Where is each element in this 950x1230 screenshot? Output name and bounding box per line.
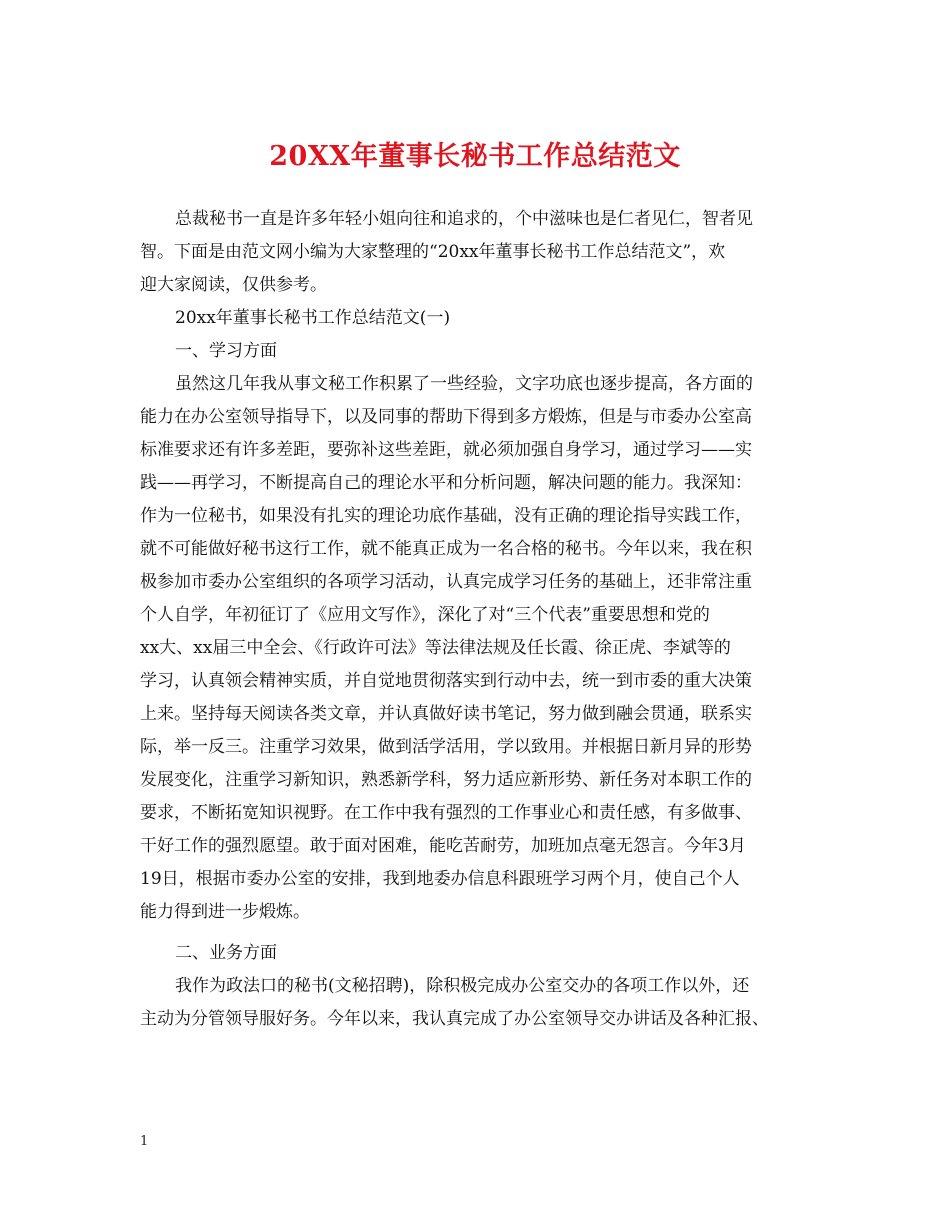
- paragraph-line: 我作为政法口的秘书(文秘招聘)，除积极完成办公室交办的各项工作以外，还: [175, 976, 750, 996]
- paragraph-line: 作为一位秘书，如果没有扎实的理论功底作基础，没有正确的理论指导实践工作，: [140, 506, 752, 526]
- paragraph-line: 干好工作的强烈愿望。敢于面对困难，能吃苦耐劳，加班加点毫无怨言。今年3月: [140, 836, 746, 856]
- paragraph-line: 学习，认真领会精神实质，并自觉地贯彻落实到行动中去，统一到市委的重大决策: [140, 671, 752, 691]
- paragraph-line: 智。下面是由范文网小编为大家整理的“20xx年董事长秘书工作总结范文”，欢: [140, 242, 726, 262]
- paragraph-line: 就不可能做好秘书这行工作，就不能真正成为一名合格的秘书。今年以来，我在积: [140, 539, 752, 559]
- paragraph-line: 标准要求还有许多差距，要弥补这些差距，就必须加强自身学习，通过学习——实: [140, 440, 752, 460]
- paragraph-line: 际，举一反三。注重学习效果，做到活学活用，学以致用。并根据日新月异的形势: [140, 737, 752, 757]
- paragraph-line: 能力在办公室领导指导下，以及同事的帮助下得到多方煅炼，但是与市委办公室高: [140, 407, 752, 427]
- paragraph-line: 总裁秘书一直是许多年轻小姐向往和追求的，个中滋味也是仁者见仁，智者见: [175, 209, 753, 229]
- paragraph-line: 迎大家阅读，仅供参考。: [140, 275, 327, 295]
- paragraph-line: 个人自学，年初征订了《应用文写作》，深化了对“三个代表”重要思想和党的: [140, 605, 710, 625]
- paragraph-line: 极参加市委办公室组织的各项学习活动，认真完成学习任务的基础上，还非常注重: [140, 572, 752, 592]
- paragraph-line: 践——再学习，不断提高自己的理论水平和分析问题，解决问题的能力。我深知：: [140, 473, 752, 493]
- paragraph-line: 上来。坚持每天阅读各类文章，并认真做好读书笔记，努力做到融会贯通，联系实: [140, 704, 752, 724]
- document-title: 20XX年董事长秘书工作总结范文: [269, 141, 681, 172]
- section-heading: 一、学习方面: [175, 341, 277, 361]
- paragraph-line: 19日，根据市委办公室的安排，我到地委办信息科跟班学习两个月，使自己个人: [140, 869, 740, 889]
- paragraph-line: 能力得到进一步煅炼。: [140, 902, 310, 922]
- document-body: [140, 203, 815, 1036]
- paragraph-line: 发展变化，注重学习新知识，熟悉新学科，努力适应新形势、新任务对本职工作的: [140, 770, 752, 790]
- paragraph-line: 主动为分管领导服好务。今年以来，我认真完成了办公室领导交办讲话及各种汇报、: [140, 1009, 769, 1029]
- page-number: 1: [140, 1134, 149, 1149]
- paragraph-line: 虽然这几年我从事文秘工作积累了一些经验，文字功底也逐步提高，各方面的: [175, 374, 753, 394]
- paragraph-line: 要求，不断拓宽知识视野。在工作中我有强烈的工作事业心和责任感，有多做事、: [140, 803, 752, 823]
- paragraph-line: xx大、xx届三中全会、《行政许可法》等法律法规及任长霞、徐正虎、李斌等的: [140, 638, 731, 658]
- section-heading: 二、业务方面: [175, 943, 277, 963]
- section-heading: 20xx年董事长秘书工作总结范文(一): [175, 308, 451, 328]
